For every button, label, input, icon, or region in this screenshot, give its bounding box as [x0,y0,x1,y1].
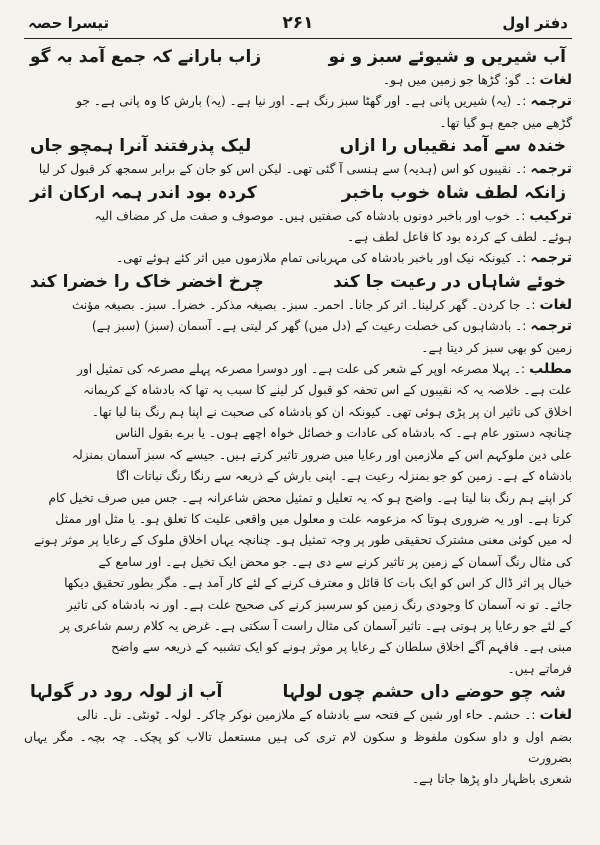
section-label: ترکیب [529,207,572,224]
line-text: کرتا ہے۔ اور یہ ضروری ہوتا کہ مزعومہ علت و معلول میں واقعی علیت کا تعلق ہو۔ یا مثل اور ممثل [55,511,572,526]
text-line [24,159,572,180]
couplet-second-hemistich: آب از لولہ رود در گولہا [30,682,223,703]
text-line [24,637,572,658]
couplet-second-hemistich: کردہ بود اندر ہمہ ارکان اثر [30,182,257,203]
page-number: ۲۶۱ [282,13,314,33]
couplet [24,680,572,705]
line-text: فرماتے ہیں۔ [507,661,572,676]
text-line [24,338,572,359]
couplet [24,45,572,70]
text-line [24,380,572,401]
line-text: :۔ پہلا مصرعہ اوپر کے شعر کی علت ہے۔ اور دوسرا مصرعہ پہلے مصرعہ کی تمثیل اور [76,362,526,377]
text-line [24,91,572,112]
line-text: کے لئے جو رعایا پر ہوتی ہے۔ تاثیر آسمان کی مثال راست آ سکتی ہے۔ غرض یہ کلام رسم شاعری پر [59,618,572,633]
couplet-first-hemistich: شہ چو حوضے داں حشم چوں لولہا [282,682,566,703]
text-line [24,769,572,790]
line-text: اخلاق کی تاثیر ان پر پڑی ہوئی تھی۔ کیونکہ ان کو بادشاہ کی صحبت نے اپنا ہم رنگ بنا لیا تھا۔ [91,404,572,419]
line-text: بادشاہ کے ہے۔ زمین کو جو بمنزلہ رعیت ہے۔ اپنی بارش کے ذریعہ سے رنگا رنگ نباتات اگا [116,469,572,484]
line-text: بضم اول و داو سکون ملفوظ و سکون لام تری کی ہیں مستعمل تالاب کو پچک۔ چہ بچہ۔ مگر یہاں بضرورت [24,729,572,765]
couplet [24,270,572,295]
text-line [24,595,572,616]
text-line [24,616,572,637]
commentary-paragraph [24,91,572,134]
part-label: تیسرا حصہ [28,14,110,32]
line-text: مبنی ہے۔ فافہم آگے اخلاق سلطان کے رعایا پر موثر ہونے کو ایک تشبیہ کے ذریعہ سے واضح [111,640,572,655]
couplet [24,181,572,206]
text-line [24,316,572,337]
line-text: :۔ حشم۔ حاء اور شین کے فتحہ سے بادشاہ کے ملازمین نوکر چاکر۔ لولہ۔ ٹونٹی۔ نل۔ نالی [76,708,536,723]
line-text: علی دین ملوکہم اس کے ملازمین اور رعایا میں ضرور تاثیر کرتے ہیں۔ جیسے کہ سبز آسمان بمنزلہ [71,447,572,462]
text-line [24,552,572,573]
line-text: خیال پر اثر ڈال کر اس کو ایک بات کا قائل و معترف کرنے کے لئے کار آمد ہے۔ مگر بطور تحقیق دیکھا [64,576,572,591]
section-label: ترجمہ [530,250,572,267]
couplet-second-hemistich: لیک پذرفتند آنرا ہمچو جاں [30,136,252,157]
text-line [24,488,572,509]
line-text: :۔ جا کردن۔ گھر کرلینا۔ اثر کر جانا۔ احمر۔ سبز۔ بصیغہ مذکر۔ خضرا۔ سبز۔ بصیغہ مؤنث [71,297,536,312]
line-text: لہ میں کوئی معنی مشترک تحقیقی طور پر وجہ تمثیل ہو۔ چنانچہ یہاں اخلاق ملوک کے رعایا پر موثر ہونے [33,533,572,548]
line-text: کر اپنے ہم رنگ بنا لیتا ہے۔ واضح ہو کہ یہ تعلیل و تمثیل محض شاعرانہ ہے۔ جس میں صرف تخیل کام [48,490,572,505]
page-header [24,8,572,39]
couplet-first-hemistich: خندہ سے آمد نقیباں را ازاں [339,136,566,157]
text-line [24,466,572,487]
section-label: مطلب [529,361,572,378]
line-text: چنانچہ دستور عام ہے۔ کہ بادشاہ کی عادات و خصائل خواہ اچھے ہوں۔ یا برے بقول الناس [115,426,572,441]
section-label: ترجمہ [530,161,572,178]
commentary-paragraph [24,705,572,791]
text-line [24,659,572,680]
text-line [24,573,572,594]
line-text: :۔ نقیبوں کو اس (ہدیہ) سے ہنسی آ گئی تھی۔ لیکن اس کو جان کے برابر سمجھ کر قبول کر لیا [38,162,527,177]
section-label: لغات [539,296,572,313]
line-text: زمین کو بھی سبز کر دیتا ہے۔ [421,340,572,355]
line-text: شعری باظہار داو پڑھا جاتا ہے۔ [411,772,572,787]
line-text: کی مثال رنگ آسمان کے زمین پر تاثیر کرنے سے دی ہے۔ جو محض ایک تخیل ہے۔ اور سامع کے [98,554,572,569]
text-line [24,445,572,466]
text-line [24,113,572,134]
volume-label: دفتر اول [502,14,568,32]
text-line [24,402,572,423]
line-text: گڑھے میں جمع ہو گیا تھا۔ [439,115,572,130]
text-line [24,295,572,316]
section-label: ترجمہ [530,318,572,335]
text-line [24,70,572,91]
couplet-first-hemistich: آب شیریں و شیوئے سبز و نو [328,47,566,67]
line-text: :۔ خوب اور باخبر دونوں بادشاہ کی صفتیں ہیں۔ موصوف و صفت مل کر مضاف الیہ [94,208,526,223]
text-line [24,227,572,248]
text-line [24,359,572,380]
text-line [24,705,572,726]
section-label: لغات [539,72,572,88]
line-text: :۔ کیونکہ نیک اور باخبر بادشاہ کی مہربانی تمام ملازموں میں اثر کئے ہوئے تھی۔ [115,251,527,266]
commentary-paragraph [24,159,572,180]
line-text: علت ہے۔ خلاصہ یہ کہ نقیبوں کے اس تحفہ کو قبول کر لینے کا سبب یہ تھا کہ بادشاہ کے کریمانہ [83,383,572,398]
commentary-paragraph [24,70,572,91]
commentary-paragraph [24,206,572,249]
commentary-paragraph [24,359,572,680]
line-text: :۔ (یہ) شیریں پانی ہے۔ اور گھٹا سبز رنگ ہے۔ اور نیا ہے۔ (یہ) بارش کا وہ پانی ہے۔ جو [76,94,527,109]
text-line [24,248,572,269]
page-body [24,45,572,791]
commentary-paragraph [24,316,572,359]
couplet-first-hemistich: خوئے شاہاں در رعیت جا کند [333,271,566,292]
couplet-second-hemistich: زاب بارانے کہ جمع آمد بہ گو [30,47,262,67]
commentary-paragraph [24,295,572,316]
text-line [24,509,572,530]
line-text: ہوئے۔ لطف کے کردہ بود کا فاعل لطف ہے۔ [347,230,572,245]
commentary-paragraph [24,248,572,269]
text-line [24,423,572,444]
couplet-first-hemistich: زانکہ لطف شاہ خوب باخبر [341,182,566,203]
line-text: :۔ گو: گڑھا جو زمین میں ہو۔ [382,73,536,87]
couplet [24,134,572,159]
line-text: جائے۔ تو نہ آسمان کا وجودی رنگ زمین کو سرسبز کرنے کی صحیح علت ہے۔ اور نہ بادشاہ کی تاثیر [66,597,572,612]
couplet-second-hemistich: چرخ اخضر خاک را خضرا کند [30,271,264,292]
text-line [24,530,572,551]
section-label: لغات [539,707,572,724]
text-line [24,727,572,770]
line-text: :۔ بادشاہوں کی خصلت رعیت کے (دل میں) گھر کر لیتی ہے۔ آسمان (سبز) (سبز ہے) [91,319,527,334]
section-label: ترجمہ [530,93,572,110]
text-line [24,206,572,227]
